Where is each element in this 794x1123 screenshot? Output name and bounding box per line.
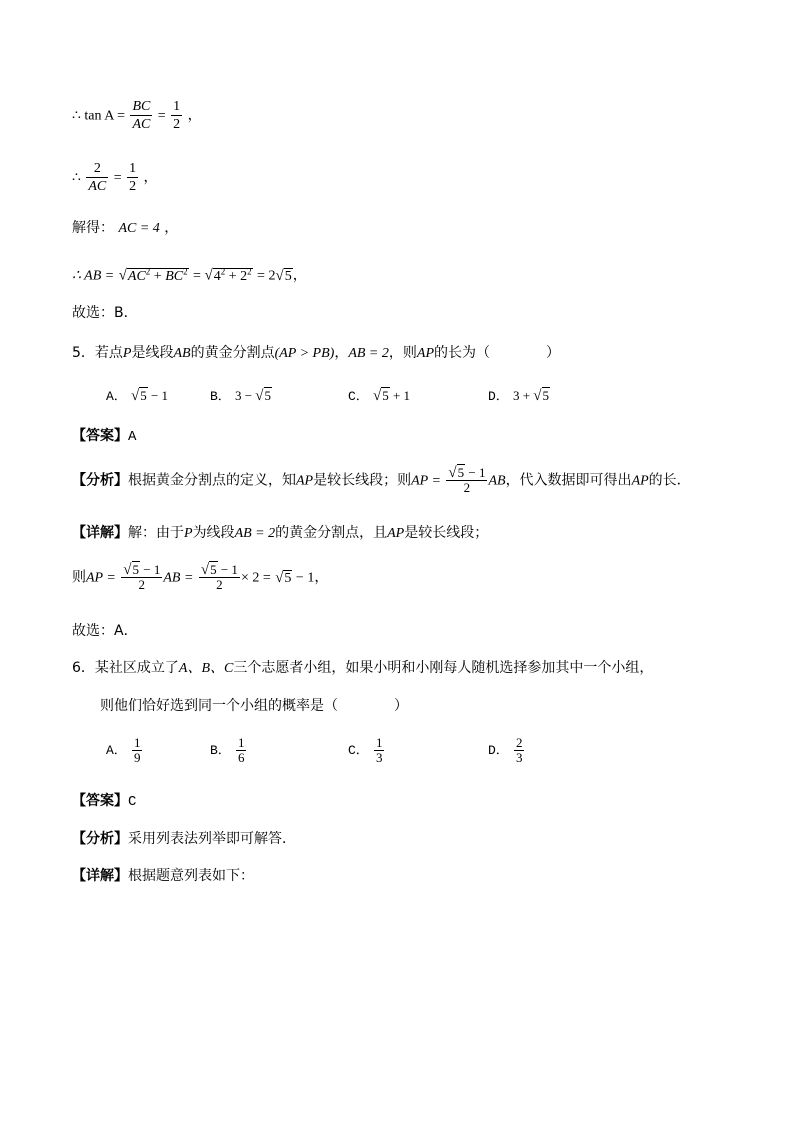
solve-expr: AC = 4 [118, 221, 160, 236]
comma: ， [143, 169, 158, 186]
q6-option-a: A． $\frac{1}{9}$ [106, 735, 141, 765]
ab-prefix: ∴ AB = [72, 268, 115, 284]
q5-option-c: C． √5 + 1 [348, 388, 411, 404]
fraction-2-ac [86, 160, 108, 195]
solve-line [72, 219, 178, 238]
sqrt-5: √5 [275, 267, 292, 284]
answer-value: C [128, 794, 137, 810]
detail-label: 【详解】 [72, 868, 128, 884]
sqrt-4-2: $√4^2 + 2^2$ [204, 266, 252, 284]
golden-ratio-fraction: $\frac{√5 - 1}{2}$ [448, 465, 486, 495]
two-over-ac-line [72, 160, 158, 195]
tan-a-line [72, 98, 202, 133]
q5-option-d: D． 3 + √5 [488, 388, 550, 404]
q6-detail: 【详解】根据题意列表如下： [72, 868, 254, 884]
calc-fraction-2: $\frac{√5 - 1}{2}$ [200, 562, 238, 592]
q5-stem: 5．若点P是线段AB的黄金分割点(AP > PB)，AB = 2，则AP的长为（ ） [72, 345, 560, 361]
q6-stem-line1: 6．某社区成立了A、B、C三个志愿者小组，如果小明和小刚每人随机选择参加其中一个小组， [72, 660, 654, 676]
equals: = [113, 170, 122, 186]
comma: ， [164, 220, 179, 236]
answer-value: A [128, 429, 137, 445]
fraction-bc-ac [130, 98, 152, 133]
tan-prefix: ∴ tan A = [72, 108, 125, 124]
q5-detail: 【详解】解：由于P为线段AB = 2的黄金分割点，且AP是较长线段； [72, 525, 489, 541]
q6-answer [72, 792, 136, 811]
equals-two: = 2 [257, 268, 276, 284]
rad-ac: AC [127, 268, 146, 284]
numerator: 1 [173, 99, 181, 114]
numerator: 1 [129, 161, 137, 176]
detail-label: 【详解】 [72, 525, 128, 541]
q6-analysis: 【分析】采用列表法列举即可解答． [72, 831, 296, 847]
numerator: BC [132, 99, 151, 114]
equals: = [193, 268, 205, 284]
denominator: AC [88, 179, 107, 194]
q5-choose: 故选：A． [72, 623, 138, 639]
q5-calculation: 则AP = $\frac{√5 - 1}{2}$ AB = $\frac{√5 - 1}{2}$ × 2 = √5 − 1， [72, 562, 329, 592]
therefore: ∴ [72, 170, 81, 186]
solve-label: 解得： [72, 220, 114, 236]
answer-label: 【答案】 [72, 428, 128, 444]
rad-bc: BC [165, 268, 184, 284]
analysis-label: 【分析】 [72, 472, 128, 489]
fraction-one-half [127, 160, 138, 195]
q5-option-b: B． 3 − √5 [210, 388, 272, 404]
denominator: 2 [129, 179, 137, 194]
q5-answer [72, 427, 136, 446]
fraction-one-half [171, 98, 182, 133]
comma: ， [292, 267, 307, 284]
q6-option-d: D． $\frac{2}{3}$ [488, 735, 523, 765]
choose-b: 故选：B． [72, 305, 138, 321]
q6-option-c: C． $\frac{1}{3}$ [348, 735, 383, 765]
ab-line [72, 262, 307, 286]
q5-analysis: 【分析】根据黄金分割点的定义，知AP是较长线段；则AP = $\frac{√5 - 1}{2}$ AB，代入数据即可得出AP的长． [72, 465, 691, 495]
calc-fraction-1: $\frac{√5 - 1}{2}$ [123, 562, 161, 592]
sqrt-ac-bc: $√AC^2 + BC^2$ [118, 266, 188, 284]
answer-label: 【答案】 [72, 793, 128, 809]
denominator: 2 [173, 117, 181, 132]
denominator: AC [132, 117, 151, 132]
equals: = [157, 108, 166, 124]
q6-option-b: B． $\frac{1}{6}$ [210, 735, 245, 765]
q6-stem-line2: 则他们恰好选到同一个小组的概率是（ ） [100, 698, 408, 714]
q5-option-a: A． √5 − 1 [106, 388, 169, 404]
analysis-label: 【分析】 [72, 831, 128, 847]
q5-condition: (AP > PB) [274, 346, 335, 361]
numerator: 2 [86, 160, 108, 178]
comma: ， [187, 107, 202, 124]
q5-number: 5．若点 [72, 345, 123, 361]
